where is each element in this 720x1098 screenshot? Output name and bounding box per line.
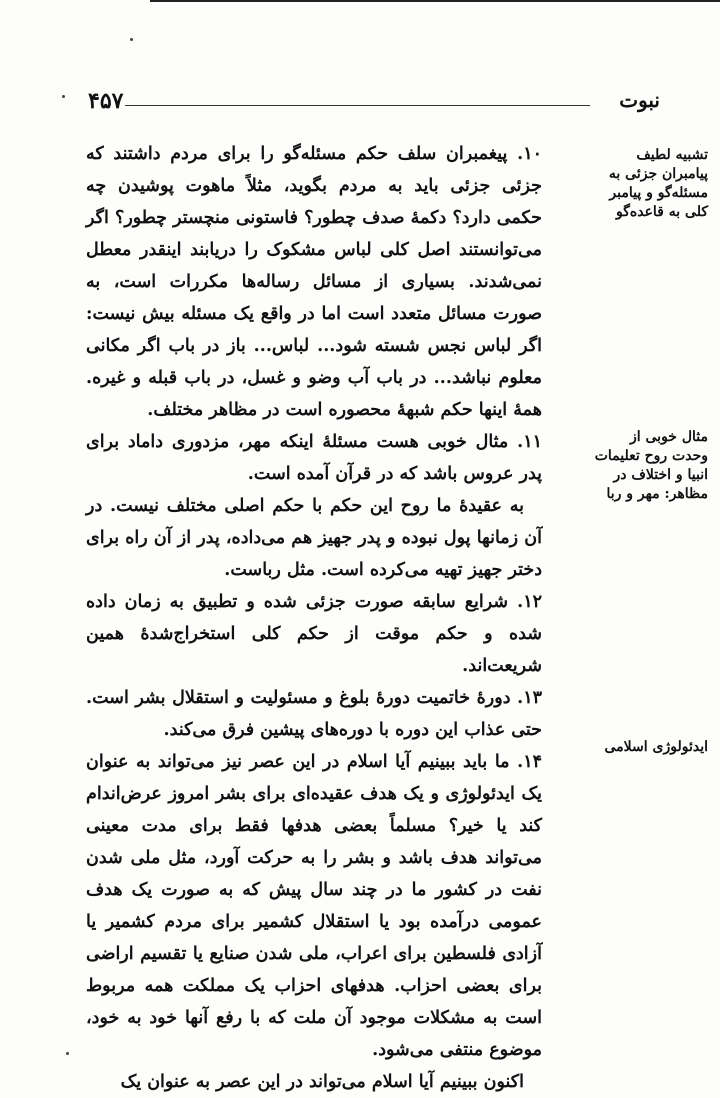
paragraph-12: ۱۲. شرایع سابقه صورت جزئی شده و تطبیق به زمان داده شده و حکم موقت از حکم کلی استخراج‌شدهٔ همین شریعت‌اند. [86, 592, 542, 676]
margin-note-similes: تشبیه لطیف پیامبران جزئی به مسئله‌گو و پیامبر کلی به قاعده‌گو [608, 147, 708, 220]
paragraph-11-continued: به عقیدهٔ ما روح این حکم با حکم اصلی مختلف نیست. در آن زمانها پول نبوده و پدر جهیز هم می‌داده، پدر از آن راه برای دختر جهیز تهیه می‌کرده است. مثل رباست. [86, 496, 542, 580]
paragraph-14: ۱۴. ما باید ببینیم آیا اسلام در این عصر نیز می‌تواند به عنوان یک ایدئولوژی و یک هدف عقیده‌ای برای بشر امروز عرض‌اندام کند یا خیر؟ مسلماً بعضی هدفها فقط برای مدت معینی می‌تواند هدف باشد و بشر را به حرکت آورد، مثل ملی شدن نفت در کشور ما در چند سال پیش که به صورت یک هدف عمومی درآمده بود یا استقلال کشمیر برای مردم کشمیر یا آزادی فلسطین برای اعراب، ملی شدن صنایع یا تقسیم اراضی برای بعضی احزاب. هدفهای احزاب یک مملکت همه مربوط است به مشکلات موجود آن ملت که با رفع آنها خود به خود، موضوع منتفی می‌شود. [86, 752, 542, 1060]
page-header [70, 88, 660, 118]
margin-note-islamic-ideology: ایدئولوژی اسلامی [604, 739, 708, 755]
paragraph-final: اکنون ببینیم آیا اسلام می‌تواند در این عصر به عنوان یک [120, 1072, 524, 1092]
margin-note-good-example: مثال خوبی از وحدت روح تعلیمات انبیا و اختلاف در مظاهر: مهر و ربا [594, 429, 708, 502]
header-rule [125, 105, 590, 106]
running-title: نبوت [619, 88, 660, 112]
page-number: ۴۵۷ [88, 88, 124, 114]
paragraph-13: ۱۳. دورهٔ خاتمیت دورهٔ بلوغ و مسئولیت و استقلال بشر است. حتی عذاب این دوره با دوره‌های پیشین فرق می‌کند. [86, 688, 542, 740]
main-text [86, 138, 542, 1098]
paragraph-10: ۱۰. پیغمبران سلف حکم مسئله‌گو را برای مردم داشتند که جزئی جزئی باید به مردم بگوید، مثلاً ماهوت پوشیدن چه حکمی دارد؟ دکمهٔ صدف چطور؟ فاستونی منچستر چطور؟ اگر می‌توانستند اصل کلی لباس مشکوک را دریابند اینقدر معطل نمی‌شدند. بسیاری از مسائل رساله‌ها مکررات است، به صورت مسائل متعدد است اما در واقع یک مسئله بیش نیست: اگر لباس نجس شسته شود... لباس... باز در باب اگر مکانی معلوم نباشد... در باب آب وضو و غسل، در باب قبله و غیره. همهٔ اینها حکم شبههٔ محصوره است در مظاهر مختلف. [86, 144, 542, 420]
page-top-edge [150, 0, 720, 2]
scan-speck [130, 38, 133, 41]
scan-speck [66, 1052, 69, 1055]
scan-speck [62, 95, 65, 98]
paragraph-11: ۱۱. مثال خوبی هست مسئلهٔ اینکه مهر، مزدوری داماد برای پدر عروس باشد که در قرآن آمده است. [86, 432, 542, 484]
